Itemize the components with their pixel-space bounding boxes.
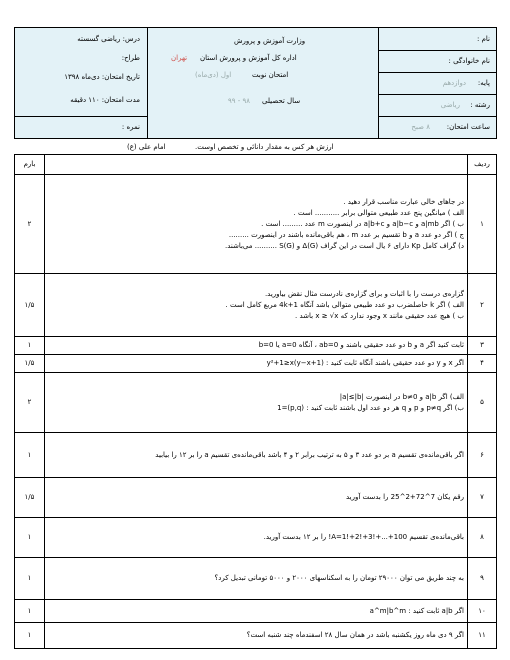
score-label: نمره : [121, 123, 140, 131]
question-line: ج ) اگر دو عدد a و b تقسیم بر عدد m ، هم باقی‌مانده باشند در اینصورت ......... [228, 230, 464, 239]
header-divider-left [147, 28, 148, 138]
question-number: ۴ [468, 355, 497, 373]
question-score: ۱ [15, 558, 45, 600]
question-number: ۱۱ [468, 623, 497, 649]
question-line: ثابت کنید اگر a و b دو عدد حقیقی باشند و ab=0 ، آنگاه a=0 یا b=0 [258, 341, 464, 349]
exam-date-label: تاریخ امتحان: دی‌ماه ۱۳۹۸ [64, 73, 140, 81]
question-content [45, 175, 468, 274]
question-row [15, 337, 497, 355]
family-label: نام خانوادگی : [448, 57, 490, 65]
question-content [45, 337, 468, 355]
question-content [45, 623, 468, 649]
question-row [15, 355, 497, 373]
question-number: ۸ [468, 518, 497, 558]
motto-text: ارزش هر کس به مقدار دانائی و تخصص اوست. [195, 143, 334, 151]
exam-duration-label: مدت امتحان: ۱۱۰ دقیقه [70, 96, 140, 104]
question-content [45, 433, 468, 478]
table-header-row [15, 155, 497, 175]
question-number: ۹ [468, 558, 497, 600]
question-line: د) گراف کامل Kp دارای ۶ یال است در این گراف Δ(G) و S(G) .......... می‌باشند. [224, 241, 464, 250]
field-value: ریاضی [440, 101, 460, 109]
question-score: ۱ [15, 518, 45, 558]
questions-body [15, 175, 497, 649]
question-number: ۳ [468, 337, 497, 355]
question-score: ۱ [15, 433, 45, 478]
question-line: اگر باقی‌مانده‌ی تقسیم a بر دو عدد ۳ و ۵ به ترتیب برابر ۲ و ۴ باشد باقی‌مانده‌ی تقسیم a را بر ۱۲ را بیابید [155, 450, 464, 459]
question-score: ۱/۵ [15, 355, 45, 373]
question-row [15, 478, 497, 518]
question-score: ۱/۵ [15, 478, 45, 518]
question-line: اگر a|b ثابت کنید : a^m|b^m [369, 606, 464, 615]
question-content [45, 478, 468, 518]
question-number: ۲ [468, 274, 497, 337]
question-line: ب ) هیچ عدد حقیقی مانند x وجود ندارد که x ≥ √x باشد . [295, 311, 464, 320]
question-line: در جاهای خالی عبارت مناسب قرار دهید . [343, 197, 464, 206]
question-score: ۱/۵ [15, 274, 45, 337]
designer-label: طراح: [121, 54, 140, 62]
question-number: ۶ [468, 433, 497, 478]
question-number: ۱۰ [468, 600, 497, 623]
question-line: الف) اگر a|b و b≠0 در اینصورت |a|≤|b| [339, 392, 464, 401]
question-line: گزاره‌ی درست را با اثبات و برای گزاره‌ی نادرست مثال نقض بیاورید. [264, 289, 464, 298]
school-year-value: ۹۸ - ۹۹ [228, 97, 251, 105]
header-divider-right [378, 28, 379, 138]
time-value: ۸ صبح [411, 123, 430, 131]
question-number: ۵ [468, 373, 497, 433]
ministry-title: وزارت آموزش و پرورش [234, 37, 306, 45]
question-number: ۱ [468, 175, 497, 274]
questions-table [14, 154, 497, 649]
question-score: ۱ [15, 337, 45, 355]
question-line: به چند طریق می توان ۲۹۰۰۰ تومان را به اسکناسهای ۲۰۰۰ و ۵۰۰۰ تومانی تبدیل کرد؟ [214, 574, 464, 582]
school-year-label: سال تحصیلی [262, 97, 301, 105]
question-row [15, 623, 497, 649]
question-score: ۲ [15, 175, 45, 274]
question-score: ۱ [15, 600, 45, 623]
question-content [45, 355, 468, 373]
question-line: باقی‌مانده‌ی تقسیم A=1!+2!+3!+...+100! را بر ۱۲ بدست آورید. [263, 533, 464, 541]
question-content [45, 518, 468, 558]
question-number: ۷ [468, 478, 497, 518]
col-number-header: ردیف [468, 155, 497, 175]
question-row [15, 433, 497, 478]
question-content [45, 558, 468, 600]
time-label: ساعت امتحان: [446, 123, 490, 131]
field-label: رشته : [470, 101, 490, 109]
question-row [15, 518, 497, 558]
question-content [45, 373, 468, 433]
province-label: اداره کل آموزش و پرورش استان [200, 54, 297, 62]
question-line: اگر x و y دو عدد حقیقی باشند آنگاه ثابت کنید : y²+1≥x(y−x+1) [266, 359, 464, 367]
question-row [15, 274, 497, 337]
question-score: ۲ [15, 373, 45, 433]
question-line: اگر ۹ دی ماه روز یکشنبه باشد در همان سال ۲۸ اسفندماه چند شنبه است؟ [246, 631, 464, 639]
grade-value: دوازدهم [442, 79, 466, 87]
grade-label: پایه: [477, 79, 490, 87]
course-label: درس: ریاضی گسسته [77, 35, 140, 43]
question-content [45, 274, 468, 337]
question-line: الف ) اگر k حاصلضرب دو عدد طبیعی متوالی باشد آنگاه 4k+1 مربع کامل است . [225, 300, 464, 309]
question-line: الف ) میانگین پنج عدد طبیعی متوالی برابر ........... است . [293, 208, 464, 217]
question-line: ب ) اگر a|mb و a|b−c و a|b+c در اینصورت m عدد ......... است . [261, 219, 464, 228]
question-row [15, 558, 497, 600]
question-row [15, 175, 497, 274]
province-value: تهران [171, 54, 188, 62]
question-content [45, 600, 468, 623]
question-line: ب) اگر p≠q و p و q هر دو عدد اول باشند ثابت کنید : (p,q)=1 [277, 403, 464, 412]
question-row [15, 373, 497, 433]
exam-term-label: امتحان نوبت [252, 71, 289, 79]
col-score-header: بارم [15, 155, 45, 175]
name-label: نام : [477, 35, 490, 43]
question-score: ۱ [15, 623, 45, 649]
motto-author: امام علی (ع) [127, 143, 166, 151]
exam-header [14, 27, 497, 139]
exam-term-value: اول (دی‌ماه) [195, 71, 232, 79]
question-line: رقم یکان 7^72+2^25 را بدست آورید [345, 493, 464, 501]
question-row [15, 600, 497, 623]
